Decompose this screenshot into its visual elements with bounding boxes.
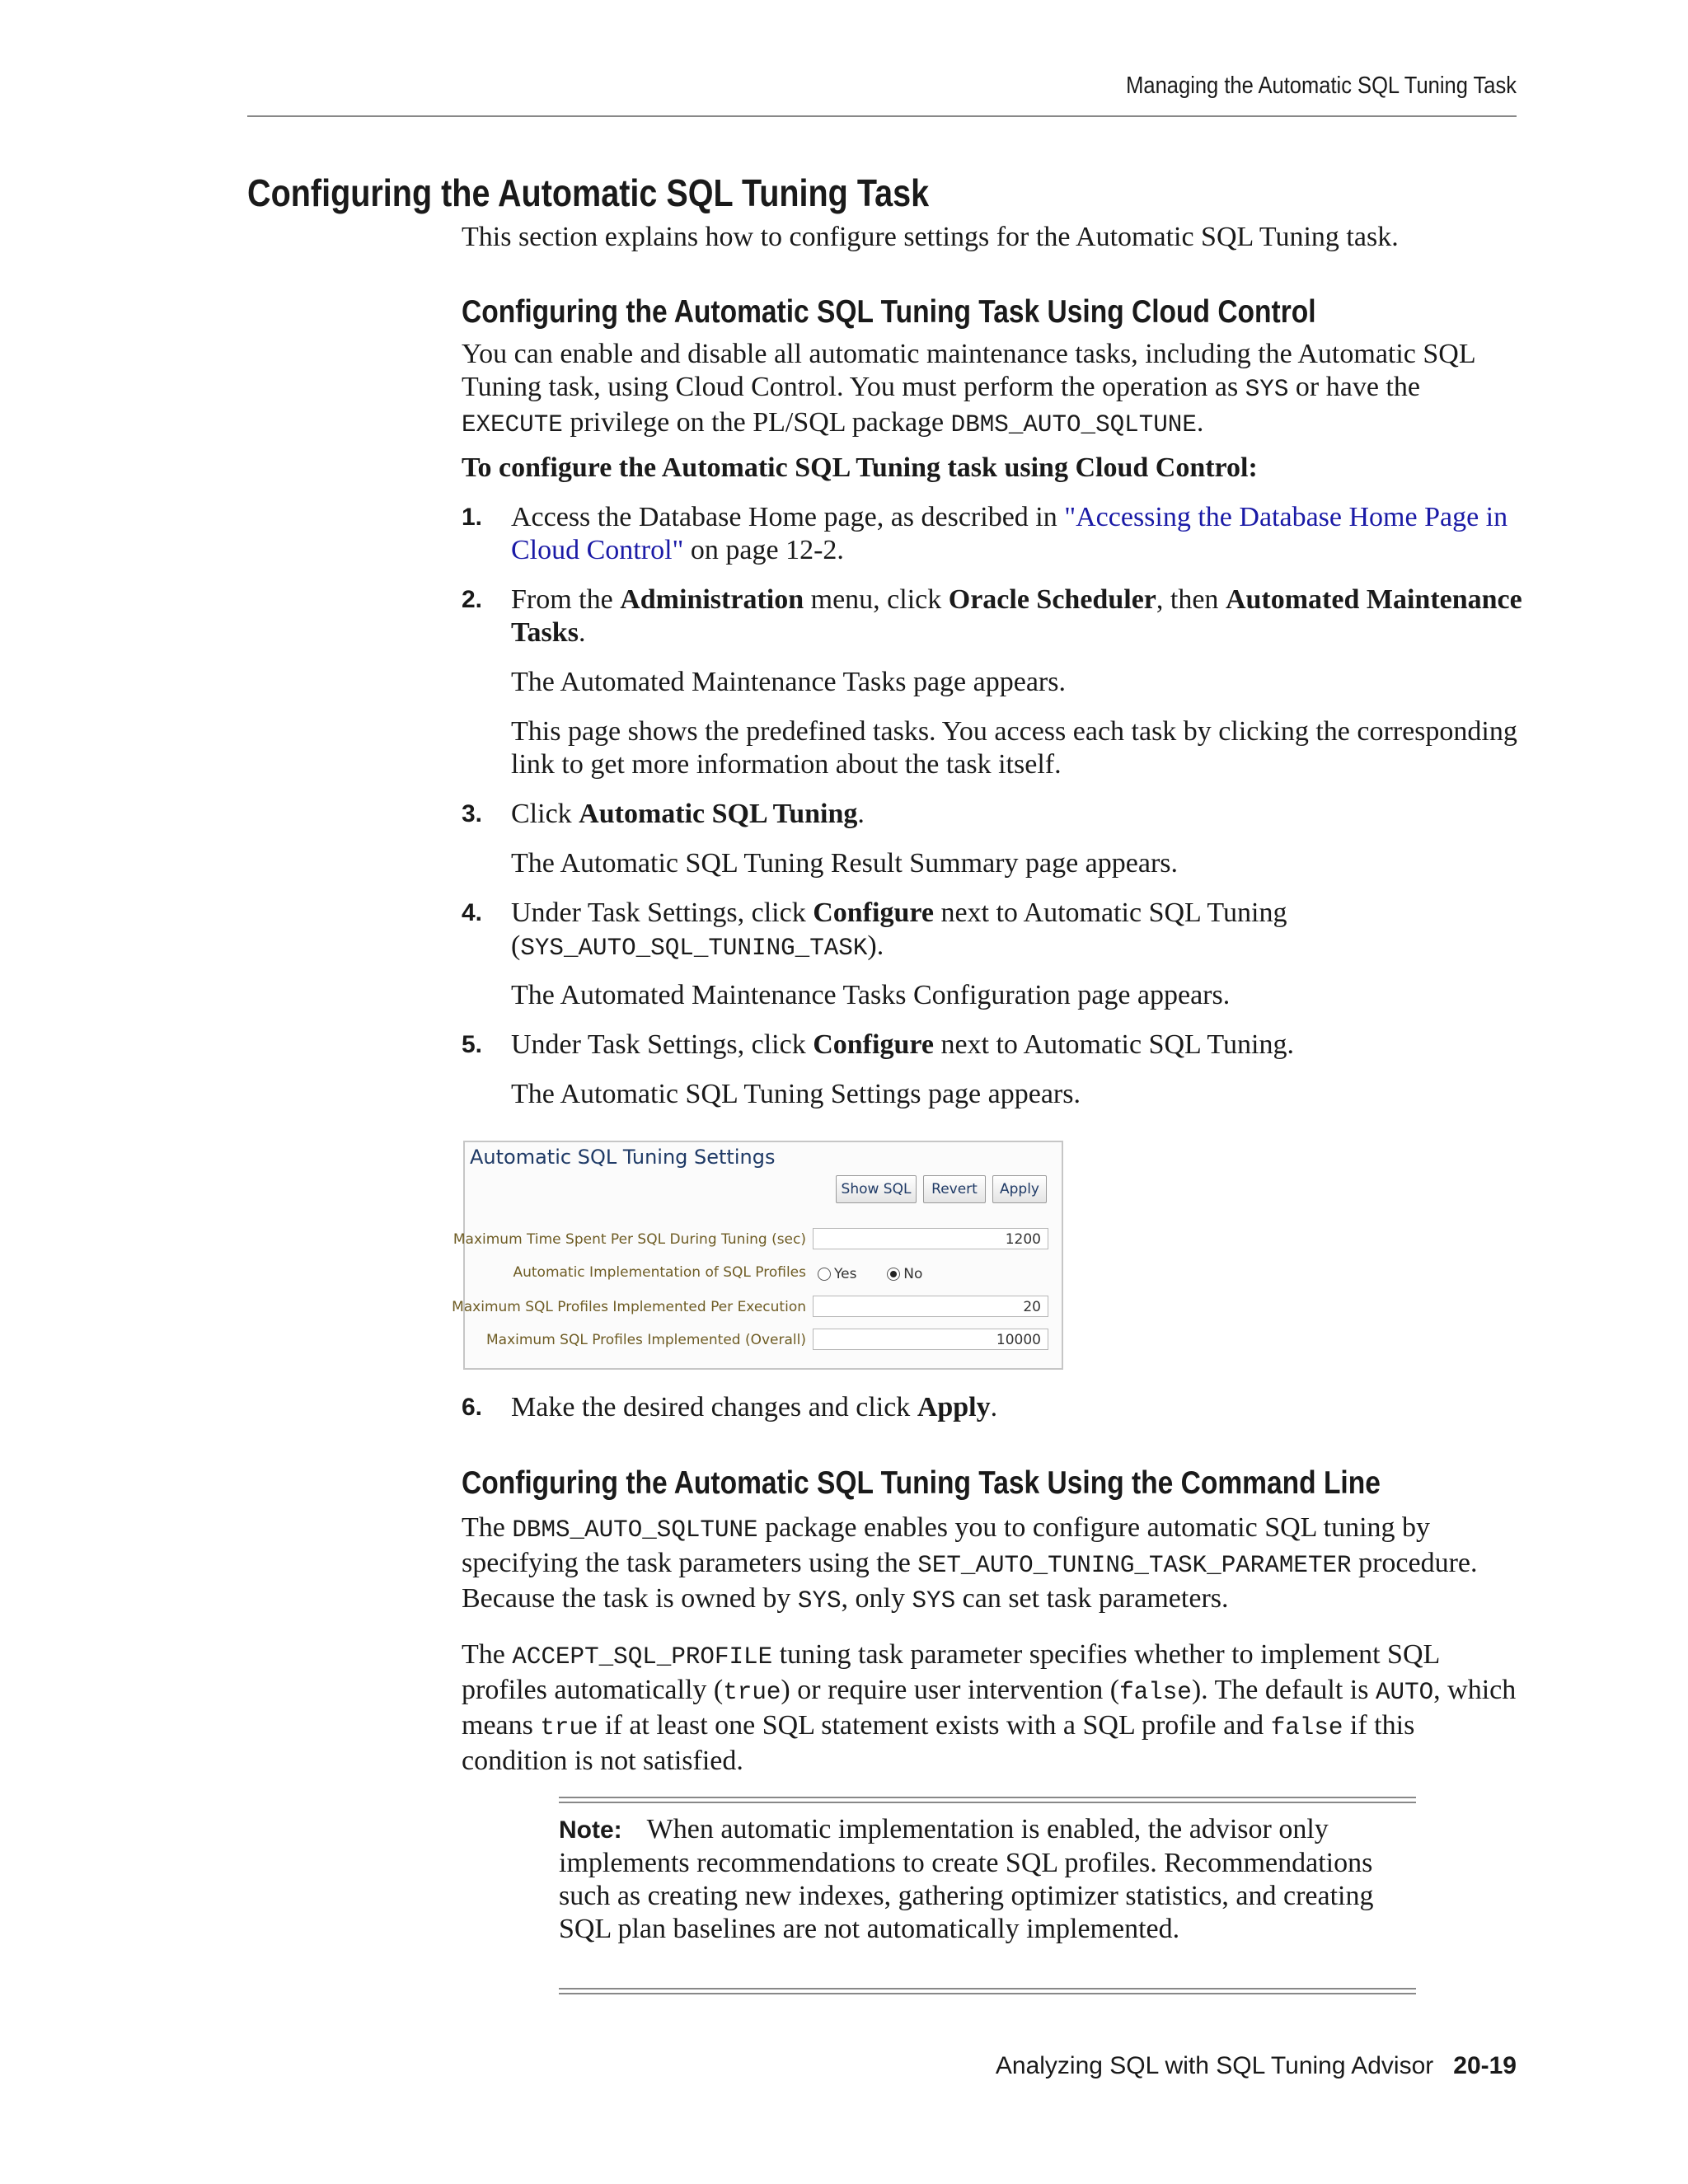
step-number: 1. [462, 504, 483, 531]
step-number: 2. [462, 586, 483, 613]
step-number: 3. [462, 800, 483, 827]
note-bottom-rule [559, 1988, 1416, 1990]
procedure-title: To configure the Automatic SQL Tuning task using Cloud Control: [462, 452, 1258, 483]
note-text: When automatic implementation is enabled, the advisor only implements recommendations to create SQL profiles. Recommendations such as creating new indexes, gathering optimizer statistics, and creating SQL plan baselines are not automatically implemented. [559, 1814, 1374, 1944]
automatic-sql-tuning-settings-panel [452, 1141, 1063, 1370]
note-bottom-rule-2 [559, 1993, 1416, 1994]
command-line-paragraph-2: The ACCEPT_SQL_PROFILE tuning task parameter specifies whether to implement SQL profiles automatically (true) or require user intervention (false). The default is AUTO, which means true if at least one SQL statement exists with a SQL profile and false if this condition is not satisfied. [462, 1639, 1517, 1776]
max-time-input[interactable]: 1200 [813, 1228, 1048, 1249]
note [559, 1813, 1416, 1946]
cloud-control-paragraph: You can enable and disable all automatic maintenance tasks, including the Automatic SQL Tuning task, using Cloud Control. You must perform the operation as SYS or have the EXECUTE privilege on the PL/SQL package DBMS_AUTO_SQLTUNE. [462, 339, 1475, 438]
max-time-label: Maximum Time Spent Per SQL During Tuning (sec) [452, 1231, 806, 1248]
page-number: 20-19 [1453, 2052, 1517, 2079]
auto-implementation-radio-group [818, 1266, 922, 1282]
revert-button[interactable]: Revert [923, 1175, 986, 1203]
yes-radio-label: Yes [834, 1266, 857, 1282]
step-number: 6. [462, 1394, 483, 1421]
running-header: Managing the Automatic SQL Tuning Task [1126, 73, 1517, 99]
apply-button[interactable]: Apply [992, 1175, 1047, 1203]
command-line-paragraph-1: The DBMS_AUTO_SQLTUNE package enables you to configure automatic SQL tuning by specifying the task parameters using the SET_AUTO_TUNING_TASK_PARAMETER procedure. Because the task is owned by SYS, only SYS can set task parameters. [462, 1512, 1478, 1615]
yes-radio[interactable] [818, 1268, 831, 1281]
step-4-result: The Automated Maintenance Tasks Configuration page appears. [511, 980, 1231, 1010]
no-radio[interactable] [887, 1268, 900, 1281]
max-profiles-overall-label: Maximum SQL Profiles Implemented (Overall) [485, 1332, 806, 1348]
max-profiles-per-execution-label: Maximum SQL Profiles Implemented Per Execution [452, 1299, 806, 1315]
panel-title: Automatic SQL Tuning Settings [470, 1146, 776, 1169]
auto-implementation-label: Automatic Implementation of SQL Profiles [513, 1264, 806, 1281]
header-rule [247, 115, 1517, 117]
max-profiles-overall-input[interactable]: 10000 [813, 1329, 1048, 1350]
no-radio-label: No [903, 1266, 923, 1282]
command-line-heading: Configuring the Automatic SQL Tuning Task Using the Command Line [462, 1465, 1381, 1501]
step-2-description: This page shows the predefined tasks. You access each task by clicking the corresponding link to get more information about the task itself. [511, 716, 1517, 780]
note-top-rule-2 [559, 1802, 1416, 1803]
show-sql-button[interactable]: Show SQL [836, 1175, 917, 1203]
accessing-database-home-link[interactable]: "Accessing the Database Home Page in Cloud Control" [511, 502, 1508, 565]
step-number: 4. [462, 899, 483, 926]
footer-title: Analyzing SQL with SQL Tuning Advisor [995, 2052, 1434, 2079]
section-title: Configuring the Automatic SQL Tuning Task [247, 171, 930, 214]
page-footer [742, 2052, 1517, 2080]
section-intro: This section explains how to configure settings for the Automatic SQL Tuning task. [462, 222, 1399, 252]
step-2-result: The Automated Maintenance Tasks page appears. [511, 667, 1066, 697]
step-5-result: The Automatic SQL Tuning Settings page appears. [511, 1079, 1081, 1109]
note-label: Note: [559, 1816, 622, 1844]
step-3-result: The Automatic SQL Tuning Result Summary page appears. [511, 848, 1178, 879]
cloud-control-heading: Configuring the Automatic SQL Tuning Task Using Cloud Control [462, 294, 1316, 330]
step-number: 5. [462, 1031, 483, 1058]
max-profiles-per-execution-input[interactable]: 20 [813, 1296, 1048, 1317]
note-top-rule [559, 1797, 1416, 1798]
